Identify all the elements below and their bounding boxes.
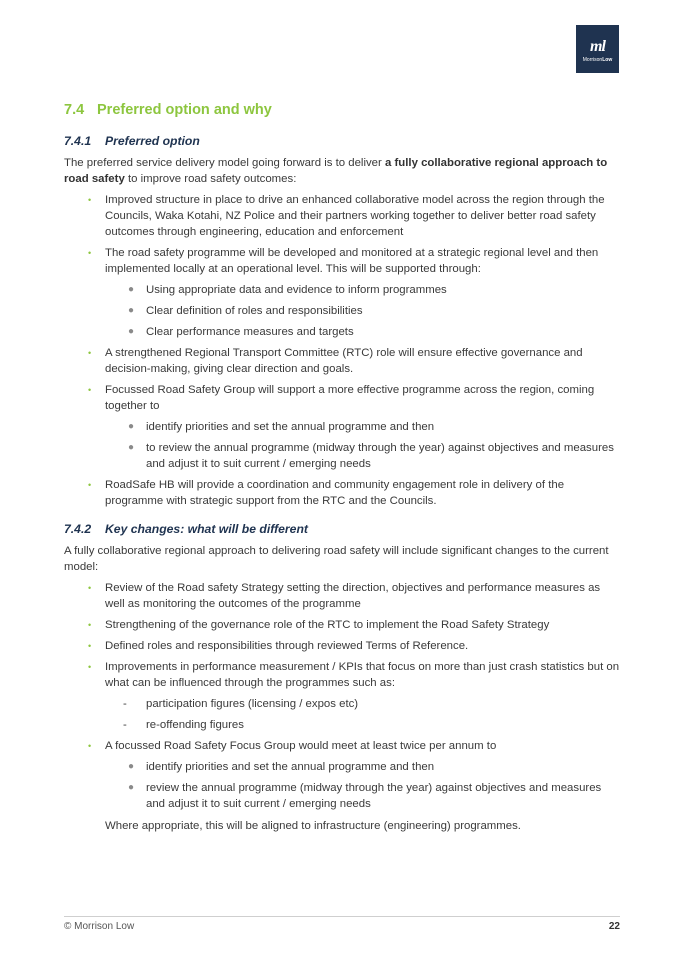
- list-item: • Improvements in performance measurement / KPIs that focus on more than just crash statistics but on what can be influenced through the programmes such as: - participation figures (licensing / expos etc) - re-offending figures: [88, 661, 620, 731]
- sub-list: [128, 419, 620, 472]
- sub-list-item: ● Clear definition of roles and responsibilities: [128, 305, 363, 317]
- section-number: 7.4: [64, 102, 85, 118]
- sub-bullet-icon: ●: [128, 761, 135, 772]
- list-item: • Focussed Road Safety Group will support a more effective programme across the region, coming together to ● identify priorities and set the annual programme and then ● to review the annual programme (midway through the year) against objectives and measures and adjust it to suit current / emerging needs: [105, 382, 620, 472]
- list-item: • Review of the Road safety Strategy setting the direction, objectives and performance measures as well as monitoring the outcomes of the programme: [88, 582, 601, 610]
- list-item: • Improved structure in place to drive an enhanced collaborative model across the region through the Councils, Waka Kotahi, NZ Police and their partners working together to deliver better road safety outcomes through engineering, education and enforcement: [88, 194, 605, 238]
- sub-bullet-icon: ●: [128, 284, 135, 295]
- subsection-heading-key-changes: [64, 520, 620, 538]
- bullet-icon: •: [88, 641, 92, 651]
- list-item: • RoadSafe HB will provide a coordination and community engagement role in delivery of the programme with strategic support from the RTC and the Councils.: [88, 479, 565, 507]
- bullet-icon: •: [88, 348, 92, 358]
- logo-mark: ml: [590, 38, 605, 55]
- bullet-icon: •: [88, 248, 92, 258]
- subsection-title: Preferred option: [105, 134, 200, 148]
- alignment-note: Where appropriate, this will be aligned to infrastructure (engineering) programmes.: [105, 820, 521, 832]
- morrison-low-logo: [576, 25, 619, 73]
- sub-bullet-icon: ●: [128, 305, 135, 316]
- bullet-icon: •: [88, 583, 92, 593]
- subsection-heading-preferred-option: [64, 132, 620, 150]
- sub-bullet-icon: ●: [128, 326, 135, 337]
- bullet-icon: •: [88, 620, 92, 630]
- sub-list: [128, 759, 620, 812]
- logo-wordmark: MorrisonLow: [582, 57, 613, 63]
- page-content: [64, 100, 620, 839]
- sub-bullet-icon: ●: [128, 782, 135, 793]
- sub-bullet-icon: ●: [128, 442, 135, 453]
- section-heading: [64, 100, 620, 120]
- sub-bullet-icon: ●: [128, 421, 135, 432]
- subsection-number: 7.4.1: [64, 134, 92, 148]
- footer-copyright: © Morrison Low: [64, 921, 135, 932]
- sub-list: [128, 282, 620, 340]
- bullet-icon: •: [88, 741, 92, 751]
- dash-icon: -: [123, 698, 127, 710]
- sub-list-item: ● to review the annual programme (midway through the year) against objectives and measures and adjust it to suit current / emerging needs: [128, 442, 614, 470]
- bullet-icon: •: [88, 385, 92, 395]
- dash-list-item: - participation figures (licensing / expos etc): [123, 698, 359, 710]
- list-item: • Defined roles and responsibilities through reviewed Terms of Reference.: [88, 640, 469, 652]
- list-item: • A focussed Road Safety Focus Group would meet at least twice per annum to ● identify priorities and set the annual programme and then ● review the annual programme (midway through the year) against objectives and measures and adjust it to suit current / emerging needs: [105, 738, 620, 812]
- list-item: • A strengthened Regional Transport Committee (RTC) role will ensure effective governance and decision-making, giving clear direction and goals.: [88, 347, 583, 375]
- bullet-icon: •: [88, 195, 92, 205]
- section-title: Preferred option and why: [97, 102, 272, 118]
- key-changes-list: [88, 580, 620, 812]
- sub-list-item: ● identify priorities and set the annual programme and then: [128, 761, 435, 773]
- subsection-title: Key changes: what will be different: [105, 522, 308, 536]
- key-changes-intro: A fully collaborative regional approach to delivering road safety will include significant changes to the current model:: [64, 545, 609, 573]
- bullet-icon: •: [88, 662, 92, 672]
- dash-icon: -: [123, 719, 127, 731]
- list-item: • The road safety programme will be developed and monitored at a strategic regional level and then implemented locally at an operational level. This will be supported through: ● Using appropriate data and evidence to inform programmes ● Clear definition of roles and responsibilities ● Clear performance measures and targets: [105, 245, 620, 340]
- preferred-option-intro: The preferred service delivery model going forward is to deliver a fully collaborative regional approach to road safety to improve road safety outcomes:: [64, 157, 608, 185]
- page-footer: [64, 916, 620, 934]
- dash-list-item: - re-offending figures: [123, 719, 244, 731]
- sub-list-item: ● Using appropriate data and evidence to inform programmes: [128, 284, 447, 296]
- sub-list-item: ● Clear performance measures and targets: [128, 326, 354, 338]
- bullet-icon: •: [88, 480, 92, 490]
- sub-list-item: ● identify priorities and set the annual programme and then: [128, 421, 435, 433]
- list-item: • Strengthening of the governance role of the RTC to implement the Road Safety Strategy: [88, 619, 550, 631]
- preferred-option-list: [88, 192, 620, 509]
- subsection-number: 7.4.2: [64, 522, 92, 536]
- page-number: 22: [608, 921, 620, 932]
- sub-list-item: ● review the annual programme (midway through the year) against objectives and measures and adjust it to suit current / emerging needs: [128, 782, 602, 810]
- dash-list: [123, 696, 620, 733]
